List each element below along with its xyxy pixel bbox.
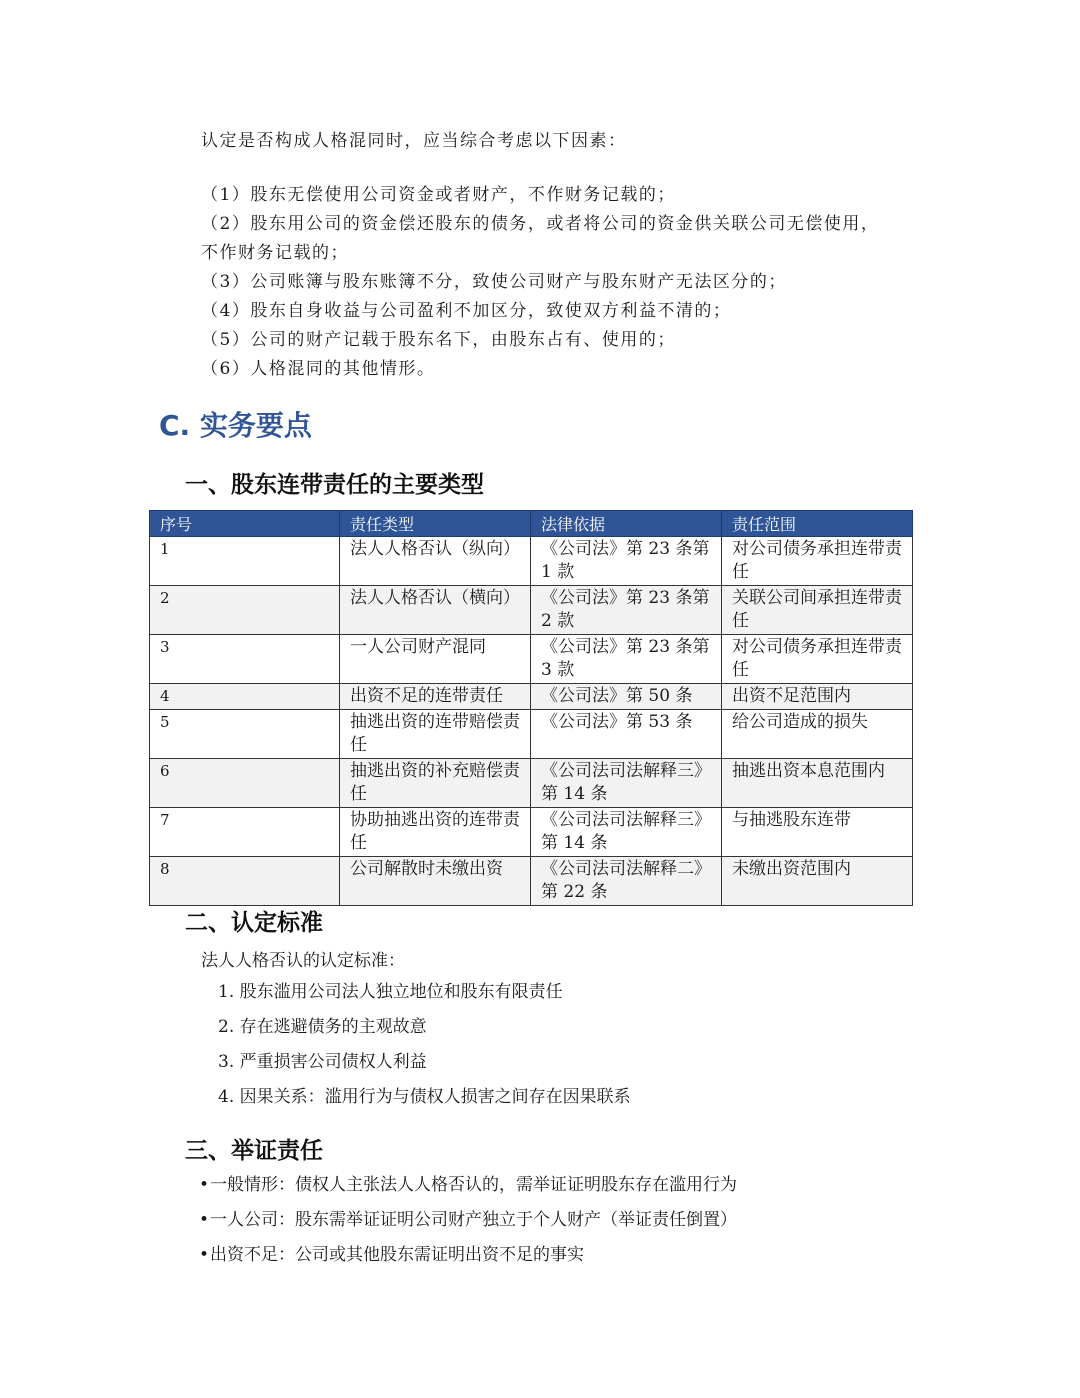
table-cell: 未缴出资范围内 — [722, 857, 913, 906]
table-cell: 《公司法》第 23 条第 3 款 — [531, 635, 722, 684]
table-cell: 对公司债务承担连带责任 — [722, 537, 913, 586]
table-cell: 关联公司间承担连带责任 — [722, 586, 913, 635]
table-cell: 与抽逃股东连带 — [722, 808, 913, 857]
table-cell: 5 — [150, 710, 340, 759]
table-cell: 出资不足范围内 — [722, 684, 913, 710]
table-cell: 《公司法司法解释三》第 14 条 — [531, 759, 722, 808]
list-item-text: 一般情形：债权人主张法人人格否认的，需举证证明股东存在滥用行为 — [210, 1175, 737, 1195]
list-item-text: 出资不足：公司或其他股东需证明出资不足的事实 — [210, 1245, 584, 1265]
burden-list — [199, 1172, 737, 1277]
standard-list — [218, 979, 631, 1119]
table-header-row — [150, 511, 913, 537]
header-cell: 责任类型 — [340, 511, 531, 537]
list-item: 3. 严重损害公司债权人利益 — [218, 1052, 427, 1072]
table-row — [150, 808, 913, 857]
list-item — [199, 1242, 737, 1277]
table-cell: 《公司法司法解释二》第 22 条 — [531, 857, 722, 906]
table-cell: 7 — [150, 808, 340, 857]
list-item: 4. 因果关系：滥用行为与债权人损害之间存在因果联系 — [218, 1087, 631, 1107]
heading-standards: 二、认定标准 — [185, 910, 323, 936]
table-cell: 一人公司财产混同 — [340, 635, 531, 684]
table-cell: 协助抽逃出资的连带责任 — [340, 808, 531, 857]
header-cell: 序号 — [150, 511, 340, 537]
heading-liability-types: 一、股东连带责任的主要类型 — [185, 472, 484, 498]
table-cell: 出资不足的连带责任 — [340, 684, 531, 710]
list-item: 2. 存在逃避债务的主观故意 — [218, 1017, 427, 1037]
header-cell: 责任范围 — [722, 511, 913, 537]
liability-table — [149, 510, 913, 906]
table-row — [150, 684, 913, 710]
table-row — [150, 635, 913, 684]
bullet-icon: • — [199, 1245, 210, 1265]
list-item: 1. 股东滥用公司法人独立地位和股东有限责任 — [218, 982, 563, 1002]
table-cell: 抽逃出资的补充赔偿责任 — [340, 759, 531, 808]
intro-line: 认定是否构成人格混同时，应当综合考虑以下因素： — [201, 131, 627, 151]
factor-line: （6）人格混同的其他情形。 — [201, 359, 436, 379]
table-cell: 给公司造成的损失 — [722, 710, 913, 759]
table-row — [150, 710, 913, 759]
table-cell: 对公司债务承担连带责任 — [722, 635, 913, 684]
table-cell: 《公司法》第 23 条第 2 款 — [531, 586, 722, 635]
standard-intro: 法人人格否认的认定标准： — [201, 951, 405, 971]
bullet-icon: • — [199, 1210, 210, 1230]
table-cell: 法人人格否认（横向） — [340, 586, 531, 635]
table-cell: 《公司法司法解释三》第 14 条 — [531, 808, 722, 857]
factor-line: （5）公司的财产记载于股东名下，由股东占有、使用的； — [201, 330, 676, 350]
table-cell: 6 — [150, 759, 340, 808]
factor-line: （2）股东用公司的资金偿还股东的债务，或者将公司的资金供关联公司无偿使用， — [201, 214, 880, 234]
factor-line: （1）股东无偿使用公司资金或者财产，不作财务记载的； — [201, 185, 676, 205]
table-cell: 8 — [150, 857, 340, 906]
bullet-icon: • — [199, 1175, 210, 1195]
table-cell: 《公司法》第 53 条 — [531, 710, 722, 759]
table-cell: 《公司法》第 50 条 — [531, 684, 722, 710]
section-c-title: C. 实务要点 — [159, 409, 312, 442]
table-cell: 抽逃出资本息范围内 — [722, 759, 913, 808]
table-row — [150, 857, 913, 906]
factor-line: （3）公司账簿与股东账簿不分，致使公司财产与股东财产无法区分的； — [201, 272, 787, 292]
heading-burden-of-proof: 三、举证责任 — [185, 1138, 323, 1164]
factor-list — [201, 181, 921, 384]
table-cell: 公司解散时未缴出资 — [340, 857, 531, 906]
table-cell: 4 — [150, 684, 340, 710]
table-cell: 抽逃出资的连带赔偿责任 — [340, 710, 531, 759]
factor-line: 不作财务记载的； — [201, 243, 349, 263]
table-row — [150, 537, 913, 586]
table-row — [150, 759, 913, 808]
table-cell: 法人人格否认（纵向） — [340, 537, 531, 586]
table-cell: 3 — [150, 635, 340, 684]
header-cell: 法律依据 — [531, 511, 722, 537]
list-item — [199, 1172, 737, 1207]
table-cell: 1 — [150, 537, 340, 586]
list-item — [199, 1207, 737, 1242]
list-item-text: 一人公司：股东需举证证明公司财产独立于个人财产（举证责任倒置） — [210, 1210, 737, 1230]
table-cell: 2 — [150, 586, 340, 635]
factor-line: （4）股东自身收益与公司盈利不加区分，致使双方利益不清的； — [201, 301, 732, 321]
table-cell: 《公司法》第 23 条第 1 款 — [531, 537, 722, 586]
table-row — [150, 586, 913, 635]
